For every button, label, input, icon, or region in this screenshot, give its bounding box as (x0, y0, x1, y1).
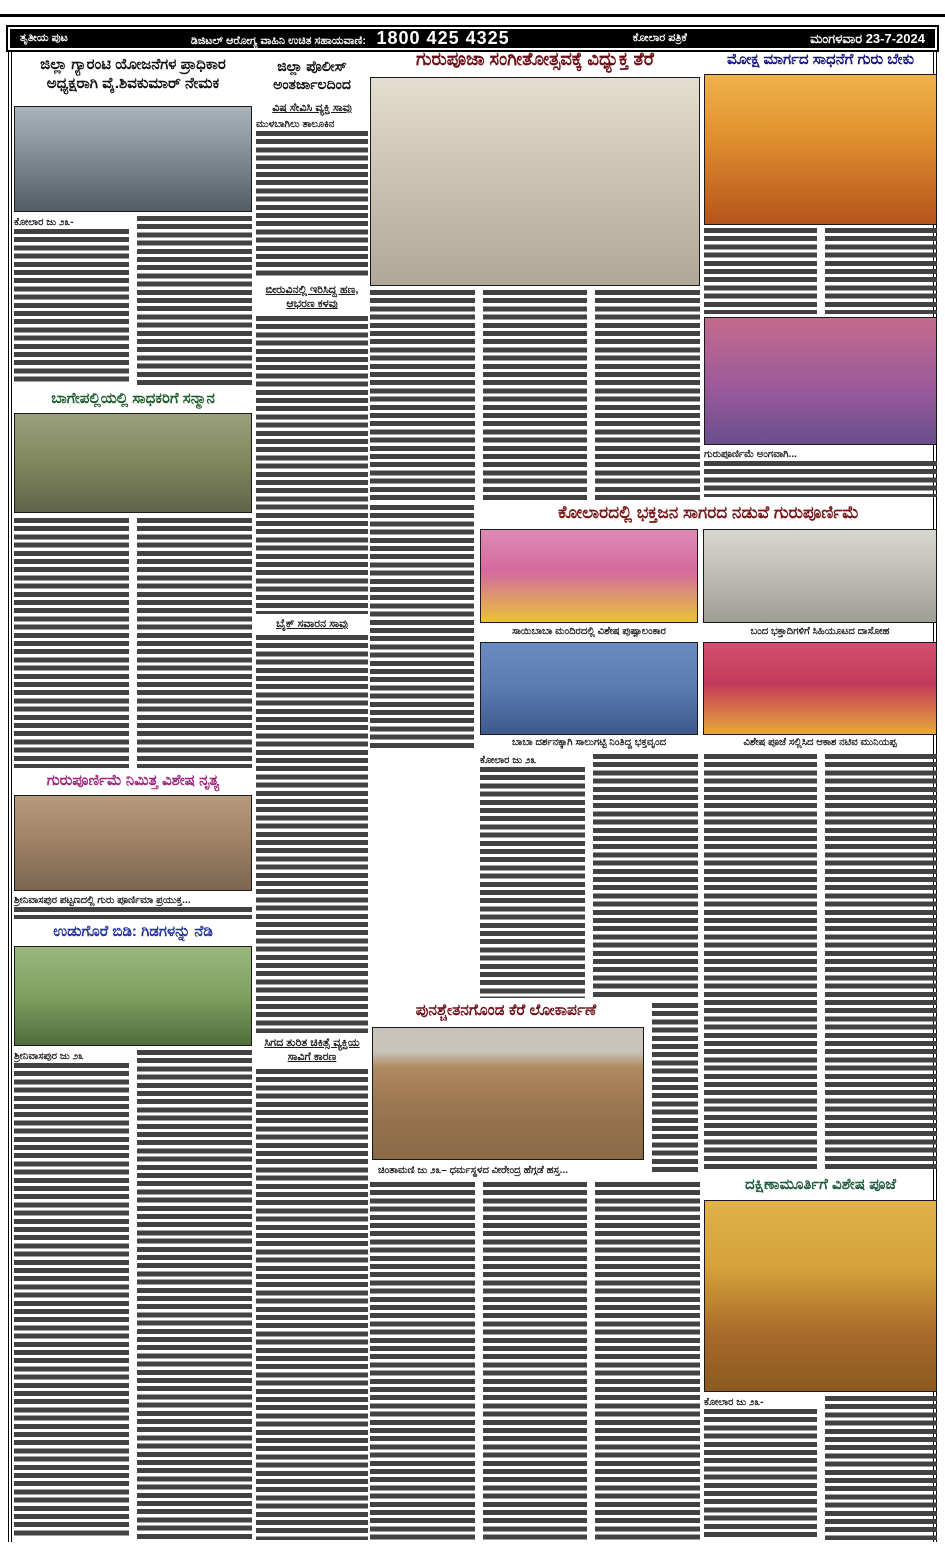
body-police-3 (256, 635, 368, 1033)
dateline-guarantee: ಕೋಲಾರ ಜು ೨೩- (14, 217, 74, 228)
body-dance (14, 894, 252, 922)
police-subhead-4: ಸಿಗದ ತುರಿತ ಚಿಕಿತ್ಸೆ ವ್ಯಕ್ತಿಯ ಸಾವಿಗೆ ಕಾರಣ (264, 1037, 360, 1064)
headline-dance: ಗುರುಪೂರ್ಣಿಮೆ ನಿಮಿತ್ತ ವಿಶೇಷ ನೃತ್ಯ (46, 772, 220, 789)
photo-mandir-flowers (480, 529, 698, 623)
caption-tent-crowd: ಬಾಬಾ ದರ್ಶನಕ್ಕಾಗಿ ಸಾಲುಗಟ್ಟಿ ನಿಂತಿದ್ದ ಭಕ್ತವೃಂದ (511, 737, 667, 748)
police-subhead-1: ವಿಷ ಸೇವಿಸಿ ವ್ಯಕ್ತಿ ಸಾವು (272, 102, 352, 114)
headline-dakshinamurthy: ದಕ್ಷಿಣಾಮೂರ್ತಿಗೆ ವಿಶೇಷ ಪೂಜೆ (744, 1176, 897, 1193)
caption-food-serving: ಬಂದ ಭಕ್ತಾದಿಗಳಿಗೆ ಸಿಹಿಯೂಟದ ದಾಸೋಹ (750, 626, 890, 637)
photo-devotee-crowd (704, 317, 937, 445)
photo-moksha-puja (704, 74, 937, 225)
body-plants (14, 1050, 252, 1540)
caption-mandir-flowers: ಸಾಯಿಬಾಬಾ ಮಂದಿರದಲ್ಲಿ ವಿಶೇಷ ಪುಷ್ಪಾಲಂಕಾರ (512, 626, 666, 637)
photo-bagepalli-honorees (14, 413, 252, 513)
body-police-2 (256, 316, 368, 614)
dateline-kolar-purnima: ಕೋಲಾರ ಜು ೨೩ (480, 755, 537, 766)
body-kolar-purnima-strip (652, 1003, 698, 1173)
left-border-outer (8, 52, 9, 1542)
photo-lake-inauguration (372, 1027, 644, 1160)
moksha-caption-start: ಗುರುಪೂರ್ಣಿಮೆ ಅಂಗವಾಗಿ... (704, 449, 797, 460)
photo-tree-planting (14, 946, 252, 1046)
paper-name: ಕೋಲಾರ ಪತ್ರಿಕೆ (632, 32, 687, 44)
headline-bagepalli: ಬಾಗೇಪಲ್ಲಿಯಲ್ಲಿ ಸಾಧಕರಿಗೆ ಸನ್ಮಾನ (51, 390, 215, 407)
headline-moksha: ಮೋಕ್ಷ ಮಾರ್ಗದ ಸಾಧನೆಗೆ ಗುರು ಬೇಕು (727, 51, 914, 68)
body-dakshinamurthy (704, 1396, 937, 1540)
photo-food-serving (703, 529, 937, 623)
body-guarantee (14, 216, 252, 386)
body-gurupooja-continued (370, 505, 474, 751)
lake-body-start: ಚಿಂತಾಮಣಿ ಜು ೨೩– ಧರ್ಮಸ್ಥಳದ ವೀರೇಂದ್ರ ಹೆಗ್ಗಡೆ ಹಸ್ತ... (378, 1165, 568, 1176)
body-moksha (704, 228, 937, 314)
helpline-number: 1800 425 4325 (376, 28, 510, 48)
photo-deity-garlands (703, 642, 937, 735)
edition-label: ತೃತೀಯ ಪುಟ (20, 32, 68, 44)
body-police-1 (256, 118, 368, 280)
caption-deity-garlands: ವಿಶೇಷ ಪೂಜೆ ಸಲ್ಲಿಸಿದ ಆಕಾಶ ನಟಿವ ಮುನಿಯಪ್ಪ (743, 737, 897, 748)
caption-devotee-crowd (704, 448, 937, 500)
issue-date: ಮಂಗಳವಾರ 23-7-2024 (810, 30, 925, 46)
dance-body-start: ಶ್ರೀನಿವಾಸಪುರ ಪಟ್ಟಣದಲ್ಲಿ ಗುರು ಪೂರ್ಣಿಮಾ ಪ್ರಯುಕ್ತ... (14, 895, 191, 906)
masthead-bar (10, 29, 935, 48)
dateline-plants: ಶ್ರೀನಿವಾಸಪುರ ಜು ೨೩ (14, 1051, 84, 1062)
photo-dance-procession (14, 795, 252, 891)
dateline-dakshinamurthy: ಕೋಲಾರ ಜು ೨೩- (704, 1397, 764, 1408)
headline-lake: ಪುನಶ್ಚೇತನಗೊಂಡ ಕೆರೆ ಲೋಕಾರ್ಪಣೆ (415, 1002, 597, 1019)
top-rule (0, 14, 945, 17)
body-gurupooja (370, 290, 700, 500)
headline-gurupooja: ಗುರುಪೂಜಾ ಸಂಗೀತೋತ್ಸವಕ್ಕೆ ವಿಧ್ಯುಕ್ತ ತೆರೆ (416, 49, 654, 69)
police-subhead-3: ಬೈಕ್ ಸವಾರನ ಸಾವು (276, 618, 348, 630)
police-subhead-2: ಬೀರುವಿನಲ್ಲಿ ಇರಿಸಿದ್ದ ಹಣ, ಆಭರಣ ಕಳವು (265, 284, 359, 311)
helpline-label: ಡಿಜಿಟಲ್ ಆರೋಗ್ಯ ವಾಹಿನಿ ಉಚಿತ ಸಹಾಯವಾಣಿ: (190, 35, 367, 47)
headline-police: ಜಿಲ್ಲಾ ಪೊಲೀಸ್ ಅಂತರ್ಜಾಲದಿಂದ (273, 58, 351, 92)
photo-guarantee-group (14, 106, 252, 212)
body-kolar-purnima-right (704, 754, 937, 1172)
headline-guarantee: ಜಿಲ್ಲಾ ಗ್ಯಾರಂಟಿ ಯೋಜನೆಗಳ ಪ್ರಾಧಿಕಾರ ಅಧ್ಯಕ್ಷರಾಗಿ ವೈ.ಶಿವಕುಮಾರ್ ನೇಮಕ (40, 56, 226, 92)
photo-temple-sanctum (704, 1200, 937, 1392)
headline-kolar-purnima: ಕೋಲಾರದಲ್ಲಿ ಭಕ್ತಜನ ಸಾಗರದ ನಡುವೆ ಗುರುಪೂರ್ಣಿಮೆ (558, 503, 859, 522)
photo-tent-crowd (480, 642, 698, 735)
body-kolar-purnima-center (480, 754, 698, 1000)
helpline (191, 28, 510, 49)
body-lake (370, 1182, 700, 1540)
photo-gurupooja-dignitaries (370, 77, 700, 286)
body-police-4 (256, 1069, 368, 1540)
left-border-inner (11, 52, 12, 1542)
body-bagepalli (14, 518, 252, 768)
headline-plants: ಉಡುಗೊರೆ ಬಿಡಿ: ಗಿಡಗಳನ್ನು ನೆಡಿ (53, 923, 213, 940)
police-body-start: ಮುಳಬಾಗಿಲು ತಾಲೂಕಿನ (256, 119, 335, 130)
